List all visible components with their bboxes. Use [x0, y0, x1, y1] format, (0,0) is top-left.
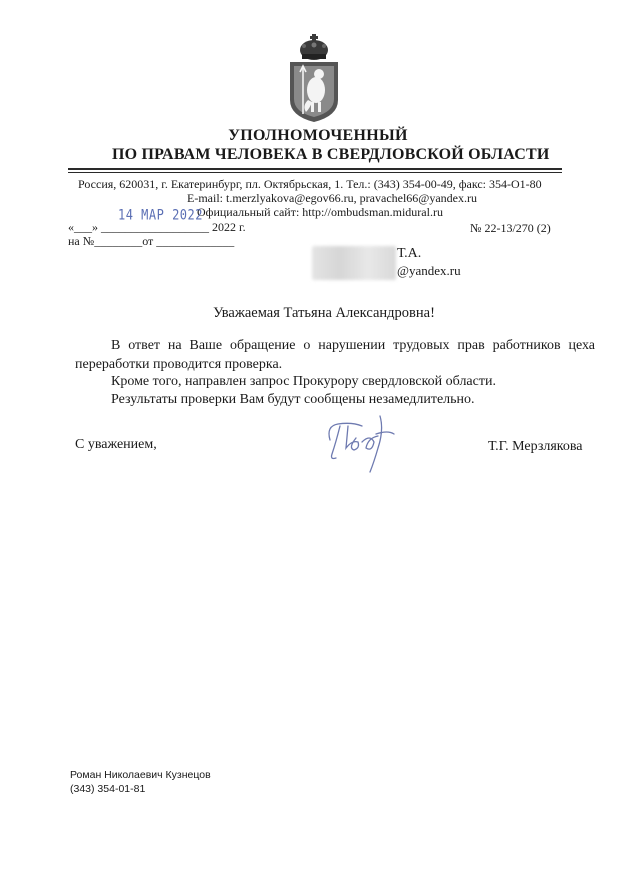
- letterhead-email: E-mail: t.merzlyakova@egov66.ru, pravachel66@yandex.ru: [187, 191, 477, 205]
- signer-name: Т.Г. Мерзлякова: [488, 439, 583, 454]
- letterhead-divider: [68, 168, 562, 170]
- letterhead-title-line1: УПОЛНОМОЧЕННЫЙ: [228, 127, 408, 144]
- crown-icon: [300, 34, 328, 60]
- recipient-email-domain: @yandex.ru: [397, 263, 461, 278]
- redacted-recipient-name: [312, 246, 396, 280]
- letterhead-title-line2: ПО ПРАВАМ ЧЕЛОВЕКА В СВЕРДЛОВСКОЙ ОБЛАСТИ: [112, 146, 550, 163]
- letterhead-divider-thin: [68, 172, 562, 173]
- date-line: «___» __________________ 2022 г.: [68, 220, 246, 234]
- executor-name: Роман Николаевич Кузнецов: [70, 769, 211, 781]
- date-stamp: 14 MAP 2022: [118, 206, 203, 224]
- coat-of-arms-emblem: [286, 28, 342, 124]
- document-number: № 22-13/270 (2): [470, 221, 551, 235]
- body-paragraph-1: В ответ на Ваше обращение о нарушении трудовых прав работников цеха переработки проводится проверка.: [75, 338, 595, 372]
- body-paragraph-3: Результаты проверки Вам будут сообщены незамедлительно.: [111, 392, 475, 407]
- body-paragraph-2: Кроме того, направлен запрос Прокурору свердловской области.: [111, 374, 496, 389]
- recipient-initials: Т.А.: [397, 246, 422, 261]
- letterhead-address: Россия, 620031, г. Екатеринбург, пл. Октябрьская, 1. Тел.: (343) 354-00-49, факс: 354-О1-80: [78, 177, 542, 191]
- reference-line: на №________от _____________: [68, 234, 235, 248]
- executor-phone: (343) 354-01-81: [70, 783, 146, 795]
- closing: С уважением,: [75, 437, 157, 452]
- handwritten-signature: [322, 412, 402, 474]
- letterhead-website: Официальный сайт: http://ombudsman.midural.ru: [197, 205, 443, 219]
- salutation: Уважаемая Татьяна Александровна!: [213, 305, 435, 321]
